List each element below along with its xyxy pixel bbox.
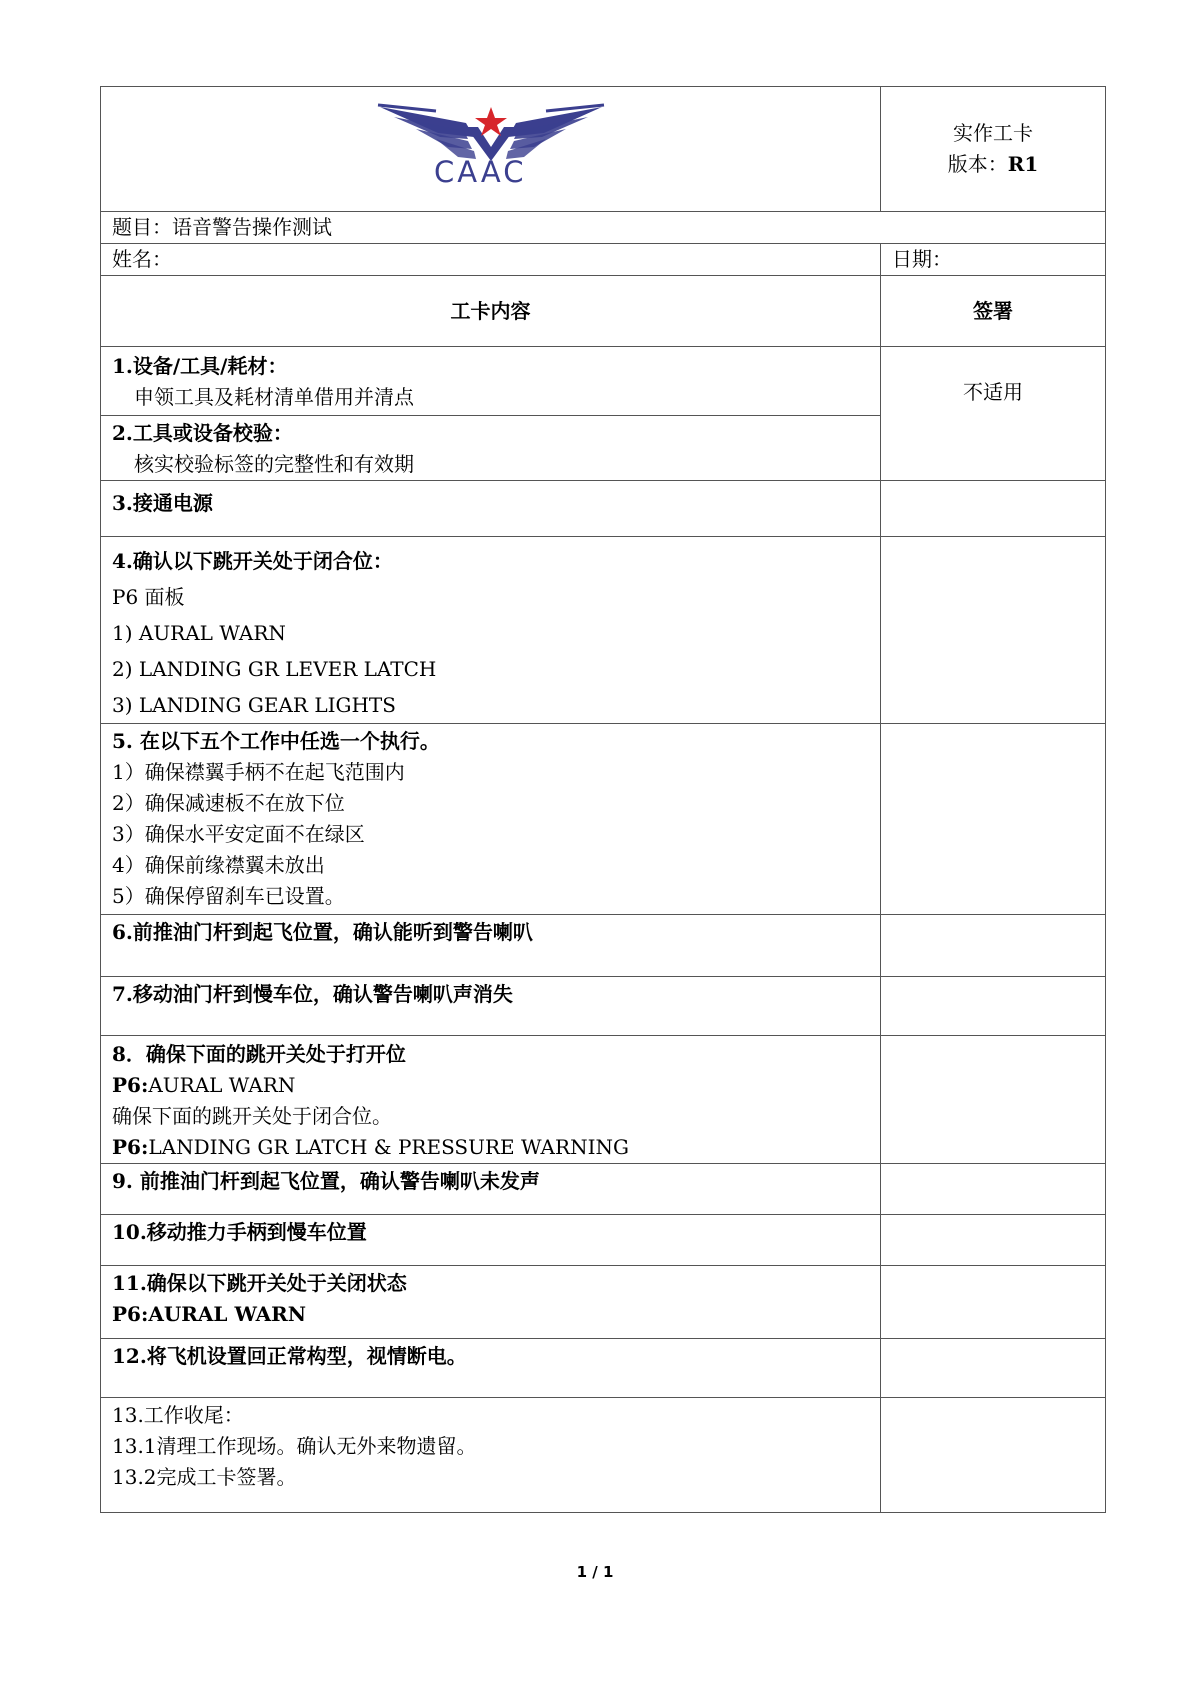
step-13-heading: 13.工作收尾： [112, 1403, 244, 1427]
step-9-sign-cell[interactable] [881, 1164, 1106, 1215]
step-11-sign-cell[interactable] [881, 1266, 1106, 1339]
page-number: 1 / 1 [576, 1563, 614, 1581]
step-13-line: 13.1清理工作现场。确认无外来物遗留。 [112, 1434, 477, 1458]
step-5-row [101, 724, 1106, 915]
step-8-row [101, 1036, 1106, 1164]
step-8-sign-cell[interactable] [881, 1036, 1106, 1164]
version [892, 149, 1094, 180]
step-2-cell [101, 416, 881, 481]
step-7-cell: 7.移动油门杆到慢车位，确认警告喇叭声消失 [101, 977, 881, 1036]
content-header: 工卡内容 [101, 276, 881, 347]
step-3-sign-cell[interactable] [881, 481, 1106, 537]
step-8-line: 确保下面的跳开关处于闭合位。 [112, 1104, 392, 1128]
step-9-row [101, 1164, 1106, 1215]
step-5-cell [101, 724, 881, 915]
step-5-heading: 5. 在以下五个工作中任选一个执行。 [112, 729, 440, 753]
header-row [101, 87, 1106, 212]
step-12-cell: 12.将飞机设置回正常构型，视情断电。 [101, 1339, 881, 1398]
header-info-cell [881, 87, 1106, 212]
step-4-heading: 4.确认以下跳开关处于闭合位： [112, 549, 393, 573]
step-4-line: 1) AURAL WARN [112, 621, 286, 645]
step-13-cell [101, 1398, 881, 1513]
step-11-line: P6:AURAL WARN [112, 1302, 307, 1326]
title-cell: 题目：语音警告操作测试 [101, 212, 1106, 244]
work-card-table [100, 86, 1106, 1513]
step-7-row [101, 977, 1106, 1036]
step-11-heading: 11.确保以下跳开关处于关闭状态 [112, 1271, 407, 1295]
step-3-row [101, 481, 1106, 537]
step-13-row [101, 1398, 1106, 1513]
step-1-heading: 1.设备/工具/耗材： [112, 354, 288, 378]
step-2-body: 核实校验标签的完整性和有效期 [134, 452, 414, 476]
step-4-line: P6 面板 [112, 585, 185, 609]
step-5-line: 5）确保停留刹车已设置。 [112, 884, 345, 908]
step-4-line: 2) LANDING GR LEVER LATCH [112, 657, 437, 681]
step-1-body: 申领工具及耗材清单借用并清点 [134, 385, 414, 409]
step-4-cell [101, 537, 881, 724]
version-value: R1 [1007, 152, 1039, 176]
step-4-row [101, 537, 1106, 724]
step-12-row [101, 1339, 1106, 1398]
step-12-sign-cell[interactable] [881, 1339, 1106, 1398]
step-1-cell [101, 347, 881, 416]
card-type: 实作工卡 [953, 121, 1033, 145]
logo-text: CAAC [434, 155, 527, 189]
step-4-sign-cell[interactable] [881, 537, 1106, 724]
step-6-row [101, 915, 1106, 977]
step-1-2-sign-cell: 不适用 [881, 347, 1106, 481]
step-13-sign-cell[interactable] [881, 1398, 1106, 1513]
step-6-sign-cell[interactable] [881, 915, 1106, 977]
step-4-line: 3) LANDING GEAR LIGHTS [112, 693, 396, 717]
step-5-line: 2）确保减速板不在放下位 [112, 791, 345, 815]
step-11-row [101, 1266, 1106, 1339]
step-3-cell: 3.接通电源 [101, 481, 881, 537]
date-cell: 日期： [881, 244, 1106, 276]
step-8-heading: 8．确保下面的跳开关处于打开位 [112, 1042, 406, 1066]
step-8-line: P6:AURAL WARN [112, 1073, 296, 1097]
step-5-sign-cell[interactable] [881, 724, 1106, 915]
step-10-cell: 10.移动推力手柄到慢车位置 [101, 1215, 881, 1266]
step-5-line: 1）确保襟翼手柄不在起飞范围内 [112, 760, 405, 784]
step-11-cell [101, 1266, 881, 1339]
step-6-cell: 6.前推油门杆到起飞位置，确认能听到警告喇叭 [101, 915, 881, 977]
step-5-line: 3）确保水平安定面不在绿区 [112, 822, 365, 846]
step-2-heading: 2.工具或设备校验： [112, 421, 293, 445]
step-10-sign-cell[interactable] [881, 1215, 1106, 1266]
name-date-row [101, 244, 1106, 276]
sign-header: 签署 [881, 276, 1106, 347]
logo-cell [101, 87, 881, 212]
step-1-row [101, 347, 1106, 416]
step-7-sign-cell[interactable] [881, 977, 1106, 1036]
work-card-sheet [100, 86, 1105, 1513]
title-row [101, 212, 1106, 244]
step-8-line: P6:LANDING GR LATCH & PRESSURE WARNING [112, 1135, 629, 1159]
step-8-cell [101, 1036, 881, 1164]
name-cell: 姓名： [101, 244, 881, 276]
column-header-row [101, 276, 1106, 347]
step-5-line: 4）确保前缘襟翼未放出 [112, 853, 325, 877]
step-10-row [101, 1215, 1106, 1266]
version-label: 版本： [947, 152, 1008, 176]
step-13-line: 13.2完成工卡签署。 [112, 1465, 297, 1489]
step-9-cell: 9. 前推油门杆到起飞位置，确认警告喇叭未发声 [101, 1164, 881, 1215]
